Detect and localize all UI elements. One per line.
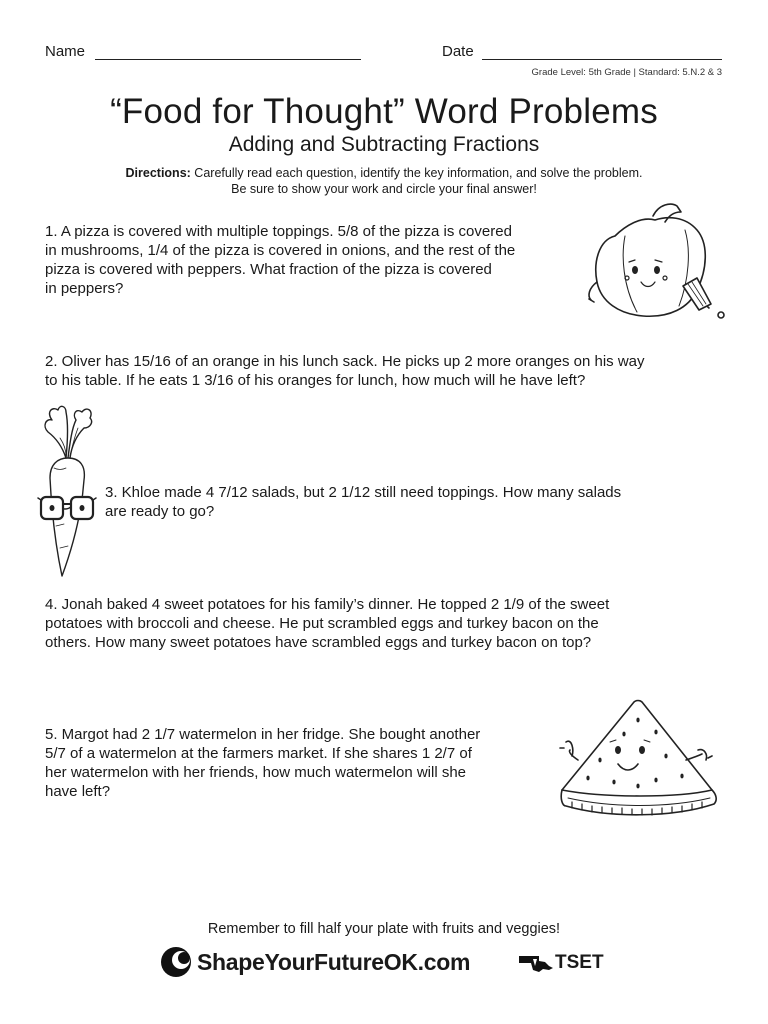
brand-name: ShapeYourFutureOK.com <box>197 948 471 975</box>
question-2-line: 2. Oliver has 15/16 of an orange in his lunch sack. He picks up 2 more oranges on his way <box>45 353 645 370</box>
question-5-line: her watermelon with her friends, how much watermelon will she <box>45 764 467 781</box>
date-field[interactable] <box>482 59 722 60</box>
question-1 <box>45 222 585 298</box>
shape-your-future-logo[interactable] <box>160 945 470 979</box>
name-field[interactable] <box>95 59 361 60</box>
question-5-line: 5. Margot had 2 1/7 watermelon in her fridge. She bought another <box>45 726 481 743</box>
date-label: Date <box>442 43 474 60</box>
page-subtitle: Adding and Subtracting Fractions <box>228 133 540 156</box>
directions-line-2: Be sure to show your work and circle your final answer! <box>231 182 537 196</box>
directions-label: Directions: <box>125 166 191 180</box>
question-3-line: 3. Khloe made 4 7/12 salads, but 2 1/12 still need toppings. How many salads <box>105 484 622 501</box>
question-5 <box>45 725 555 801</box>
name-label: Name <box>45 43 86 60</box>
question-3 <box>105 483 705 521</box>
directions <box>0 165 768 197</box>
tset-logo[interactable] <box>519 950 604 976</box>
question-4-line: potatoes with broccoli and cheese. He put scrambled eggs and turkey bacon on the <box>45 615 599 632</box>
tset-logo-icon <box>519 954 553 972</box>
question-1-line: 1. A pizza is covered with multiple toppings. 5/8 of the pizza is covered <box>45 223 512 240</box>
question-3-line: are ready to go? <box>105 503 215 520</box>
pepper-illustration <box>585 196 730 322</box>
question-5-line: have left? <box>45 783 111 800</box>
question-4-line: 4. Jonah baked 4 sweet potatoes for his family’s dinner. He topped 2 1/9 of the sweet <box>45 596 610 613</box>
grade-standard: Grade Level: 5th Grade | Standard: 5.N.2 & 3 <box>531 67 722 78</box>
page-title: “Food for Thought” Word Problems <box>110 92 658 131</box>
question-1-line: in mushrooms, 1/4 of the pizza is covered in onions, and the rest of the <box>45 242 516 259</box>
partner-name: TSET <box>555 952 604 973</box>
question-2-line: to his table. If he eats 1 3/16 of his oranges for lunch, how much will he have left? <box>45 372 586 389</box>
question-1-line: in peppers? <box>45 280 124 297</box>
shape-your-future-logo-icon <box>160 946 192 978</box>
question-5-line: 5/7 of a watermelon at the farmers market. If she shares 1 2/7 of <box>45 745 472 762</box>
reminder-text: Remember to fill half your plate with fruits and veggies! <box>207 921 561 937</box>
question-4-line: others. How many sweet potatoes have scrambled eggs and turkey bacon on top? <box>45 634 592 651</box>
directions-line-1: Carefully read each question, identify the key information, and solve the problem. <box>194 166 643 180</box>
watermelon-illustration <box>558 698 722 824</box>
question-2 <box>45 352 735 390</box>
carrot-illustration <box>38 398 98 580</box>
question-1-line: pizza is covered with peppers. What fraction of the pizza is covered <box>45 261 492 278</box>
question-4 <box>45 595 735 652</box>
